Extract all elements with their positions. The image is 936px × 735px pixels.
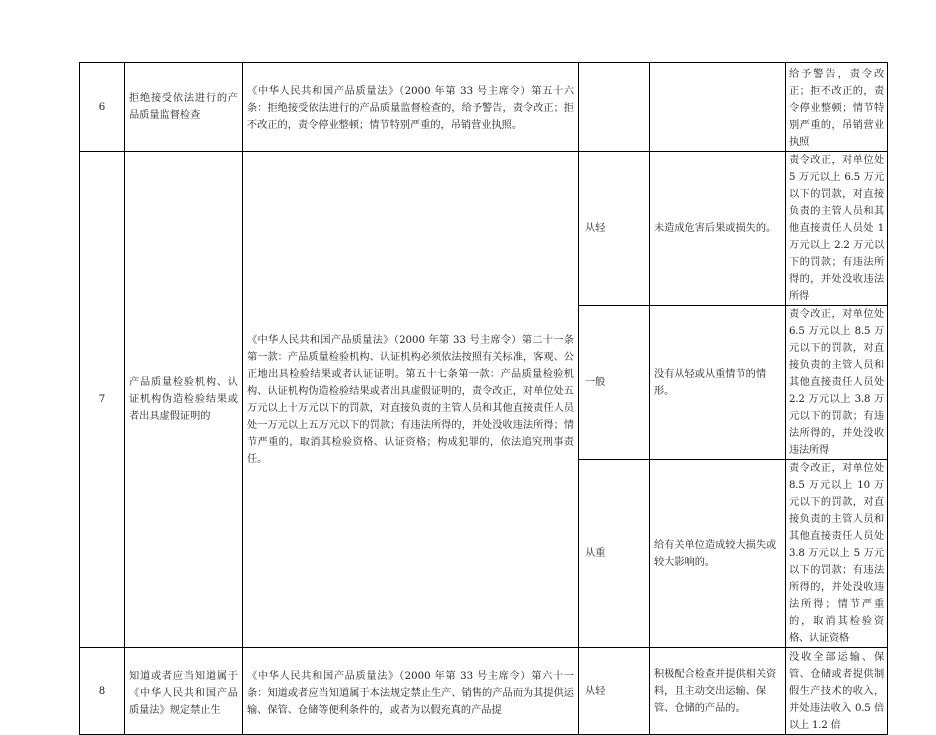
circumstance xyxy=(650,63,786,152)
circumstance: 积极配合检查并提供相关资料，且主动交出运输、保管、仓储的产品的。 xyxy=(650,648,786,735)
table-row xyxy=(80,63,888,152)
circumstance: 给有关单位造成较大损失或较大影响的。 xyxy=(650,460,786,648)
discretion-level: 从轻 xyxy=(579,648,650,735)
legal-basis: 《中华人民共和国产品质量法》（2000 年第 33 号主席令）第二十一条第一款：产品质量检验机构、认证机构必须依法按照有关标准，客观、公正地出具检验结果或者认证证明。第五十七条第一款：产品质量检验机构、认证机构伪造检验结果或者出具虚假证明的，责令改正，对单位处五万元以上十万元以下的罚款，对直接负责的主管人员和其他直接责任人员处一万元以上五万元以下的罚款；有违法所得的，并处没收违法所得；情节严重的，取消其检验资格、认证资格；构成犯罪的，依法追究刑事责任。 xyxy=(243,152,579,648)
discretion-level xyxy=(579,63,650,152)
circumstance: 未造成危害后果或损失的。 xyxy=(650,152,786,306)
violation-name: 拒绝接受依法进行的产品质量监督检查 xyxy=(125,63,243,152)
penalty: 责令改正，对单位处 5 万元以上 6.5 万元以下的罚款，对直接负责的主管人员和其他直接责任人员处 1 万元以上 2.2 万元以下的罚款；有违法所得的，并处没收违法所得 xyxy=(786,152,888,306)
penalty: 责令改正，对单位处 6.5 万元以上 8.5 万元以下的罚款，对直接负责的主管人员和其他直接责任人员处 2.2 万元以上 3.8 万元以下的罚款；有违法所得的，并处没收违法所得 xyxy=(786,306,888,460)
circumstance: 没有从轻或从重情节的情形。 xyxy=(650,306,786,460)
penalty: 责令改正，对单位处8.5 万元以上 10 万元以下的罚款，对直接负责的主管人员和其他直接责任人员处 3.8 万元以上 5 万元以下的罚款；有违法所得的，并处没收违法所得；情节严重的，取消其检验资格、认证资格 xyxy=(786,460,888,648)
table-row xyxy=(80,648,888,735)
discretion-level: 从重 xyxy=(579,460,650,648)
legal-basis: 《中华人民共和国产品质量法》（2000 年第 33 号主席令）第六十一条：知道或者应当知道属于本法规定禁止生产、销售的产品而为其提供运输、保管、仓储等便利条件的，或者为以假充真的产品提 xyxy=(243,648,579,735)
discretion-level: 从轻 xyxy=(579,152,650,306)
penalty: 给予警告，责令改正；拒不改正的，责令停业整顿；情节特别严重的，吊销营业执照 xyxy=(786,63,888,152)
row-number: 7 xyxy=(80,152,125,648)
legal-basis: 《中华人民共和国产品质量法》（2000 年第 33 号主席令）第五十六条：拒绝接受依法进行的产品质量监督检查的，给予警告，责令改正；拒不改正的，责令停业整顿；情节特别严重的，吊销营业执照。 xyxy=(243,63,579,152)
violation-name: 知道或者应当知道属于《中华人民共和国产品质量法》规定禁止生 xyxy=(125,648,243,735)
row-number: 8 xyxy=(80,648,125,735)
discretion-level: 一般 xyxy=(579,306,650,460)
penalty: 没收全部运输、保管、仓储或者提供制假生产技术的收入，并处违法收入 0.5 倍以上 1.2 倍 xyxy=(786,648,888,735)
violation-name: 产品质量检验机构、认证机构伪造检验结果或者出具虚假证明的 xyxy=(125,152,243,648)
penalty-standards-table xyxy=(79,62,888,735)
row-number: 6 xyxy=(80,63,125,152)
table-row xyxy=(80,152,888,306)
